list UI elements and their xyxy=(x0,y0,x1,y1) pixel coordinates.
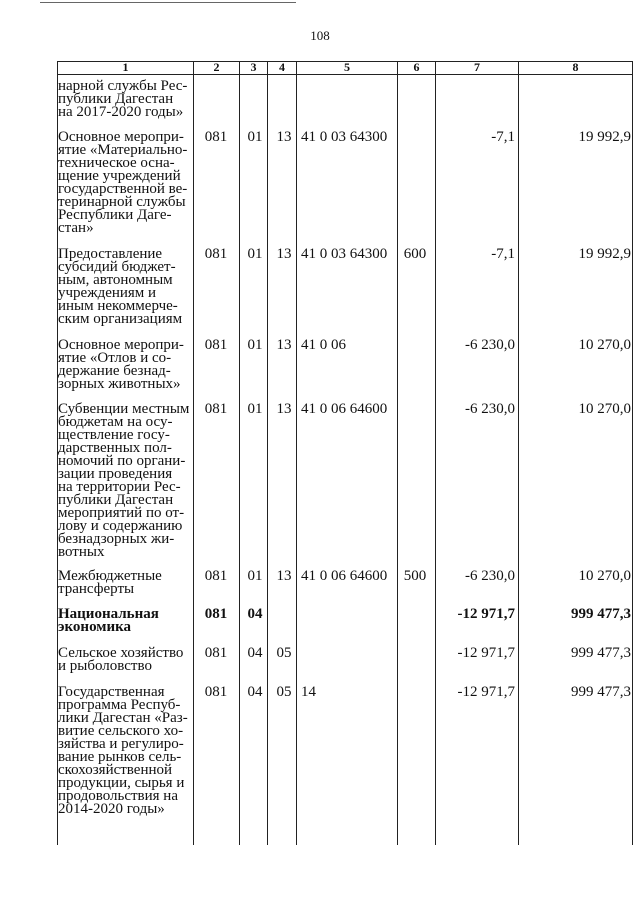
cell-change-amount: -6 230,0 xyxy=(465,568,515,584)
column-header-8: 8 xyxy=(572,60,579,74)
cell-target-article: 41 0 06 xyxy=(301,337,346,353)
cell-ministry-code: 081 xyxy=(204,401,228,417)
column-divider xyxy=(296,61,297,845)
cell-target-article: 41 0 03 64300 xyxy=(301,129,388,145)
row-name: Национальная экономика xyxy=(58,606,159,635)
page-number: 108 xyxy=(310,28,330,43)
row-name: Межбюджетные трансферты xyxy=(58,568,162,597)
cell-target-article: 41 0 06 64600 xyxy=(301,568,388,584)
cell-subsection: 05 xyxy=(276,645,292,661)
column-header-4: 4 xyxy=(279,60,285,74)
cell-target-article: 41 0 03 64300 xyxy=(301,246,388,262)
cell-ministry-code: 081 xyxy=(204,337,228,353)
cell-total-amount: 10 270,0 xyxy=(578,401,631,417)
row-name: Субвенции местным бюджетам на осу- ществление госу- дарственных пол- номочий по органи- зации проведения на территории Рес- публики Дагестан мероприятий по от- лову и содержанию безнадзорных жи- вотных xyxy=(58,401,190,560)
cell-change-amount: -7,1 xyxy=(491,246,515,262)
row-name: Предоставление субсидий бюджет- ным, автономным учреждениям и иным некоммерче- ским организациям xyxy=(58,246,183,327)
cell-subsection: 13 xyxy=(276,337,292,353)
cell-ministry-code: 081 xyxy=(204,606,228,622)
cell-total-amount: 999 477,3 xyxy=(571,606,631,622)
cell-total-amount: 10 270,0 xyxy=(578,568,631,584)
cell-subsection: 13 xyxy=(276,129,292,145)
row-name: Основное меропри- ятие «Материально- техническое осна- щение учреждений государственной ве- теринарной службы Республики Даге- стан» xyxy=(58,129,188,236)
cell-subsection: 13 xyxy=(276,246,292,262)
cell-total-amount: 999 477,3 xyxy=(571,684,631,700)
column-divider xyxy=(239,61,240,845)
cell-target-article: 41 0 06 64600 xyxy=(301,401,388,417)
cell-change-amount: -6 230,0 xyxy=(465,401,515,417)
cell-change-amount: -12 971,7 xyxy=(457,645,515,661)
cell-section: 01 xyxy=(247,401,263,417)
cell-ministry-code: 081 xyxy=(204,645,228,661)
column-divider xyxy=(435,61,436,845)
cell-total-amount: 19 992,9 xyxy=(578,246,631,262)
cell-section: 01 xyxy=(247,568,263,584)
column-divider xyxy=(267,61,268,845)
cell-ministry-code: 081 xyxy=(204,129,228,145)
cell-change-amount: -12 971,7 xyxy=(457,684,515,700)
cell-ministry-code: 081 xyxy=(204,684,228,700)
cell-section: 01 xyxy=(247,337,263,353)
column-header-5: 5 xyxy=(344,60,350,74)
column-header-1: 1 xyxy=(122,60,129,74)
column-header-6: 6 xyxy=(413,60,420,74)
cell-change-amount: -6 230,0 xyxy=(465,337,515,353)
cell-target-article: 14 xyxy=(301,684,316,700)
cell-expense-type: 600 xyxy=(403,246,427,262)
cell-ministry-code: 081 xyxy=(204,246,228,262)
cell-section: 04 xyxy=(247,645,263,661)
cell-total-amount: 10 270,0 xyxy=(578,337,631,353)
row-name: нарной службы Рес- публики Дагестан на 2017-2020 годы» xyxy=(58,78,188,120)
row-name: Основное меропри- ятие «Отлов и со- держание безнад- зорных животных» xyxy=(58,337,184,392)
cell-change-amount: -7,1 xyxy=(491,129,515,145)
cell-subsection: 13 xyxy=(276,401,292,417)
cell-subsection: 13 xyxy=(276,568,292,584)
cell-section: 01 xyxy=(247,246,263,262)
cell-total-amount: 19 992,9 xyxy=(578,129,631,145)
column-header-3: 3 xyxy=(250,60,257,74)
column-header-7: 7 xyxy=(474,60,480,74)
cell-change-amount: -12 971,7 xyxy=(457,606,515,622)
table-border-right xyxy=(632,61,633,845)
header-bottom-rule xyxy=(57,74,633,75)
cell-expense-type: 500 xyxy=(403,568,427,584)
cell-section: 04 xyxy=(247,684,263,700)
column-header-2: 2 xyxy=(213,60,220,74)
cell-total-amount: 999 477,3 xyxy=(571,645,631,661)
row-name: Государственная программа Респуб- лики Дагестан «Раз- витие сельского хо- зяйства и регулиро- вание рынков сель- скохозяйственной продукции, сырья и продовольствия на 2014-2020 годы» xyxy=(58,684,188,817)
column-divider xyxy=(518,61,519,845)
cell-section: 01 xyxy=(247,129,263,145)
top-rule xyxy=(40,2,296,3)
row-name: Сельское хозяйство и рыболовство xyxy=(58,645,184,674)
cell-ministry-code: 081 xyxy=(204,568,228,584)
cell-subsection: 05 xyxy=(276,684,292,700)
cell-section: 04 xyxy=(247,606,263,622)
column-divider xyxy=(397,61,398,845)
